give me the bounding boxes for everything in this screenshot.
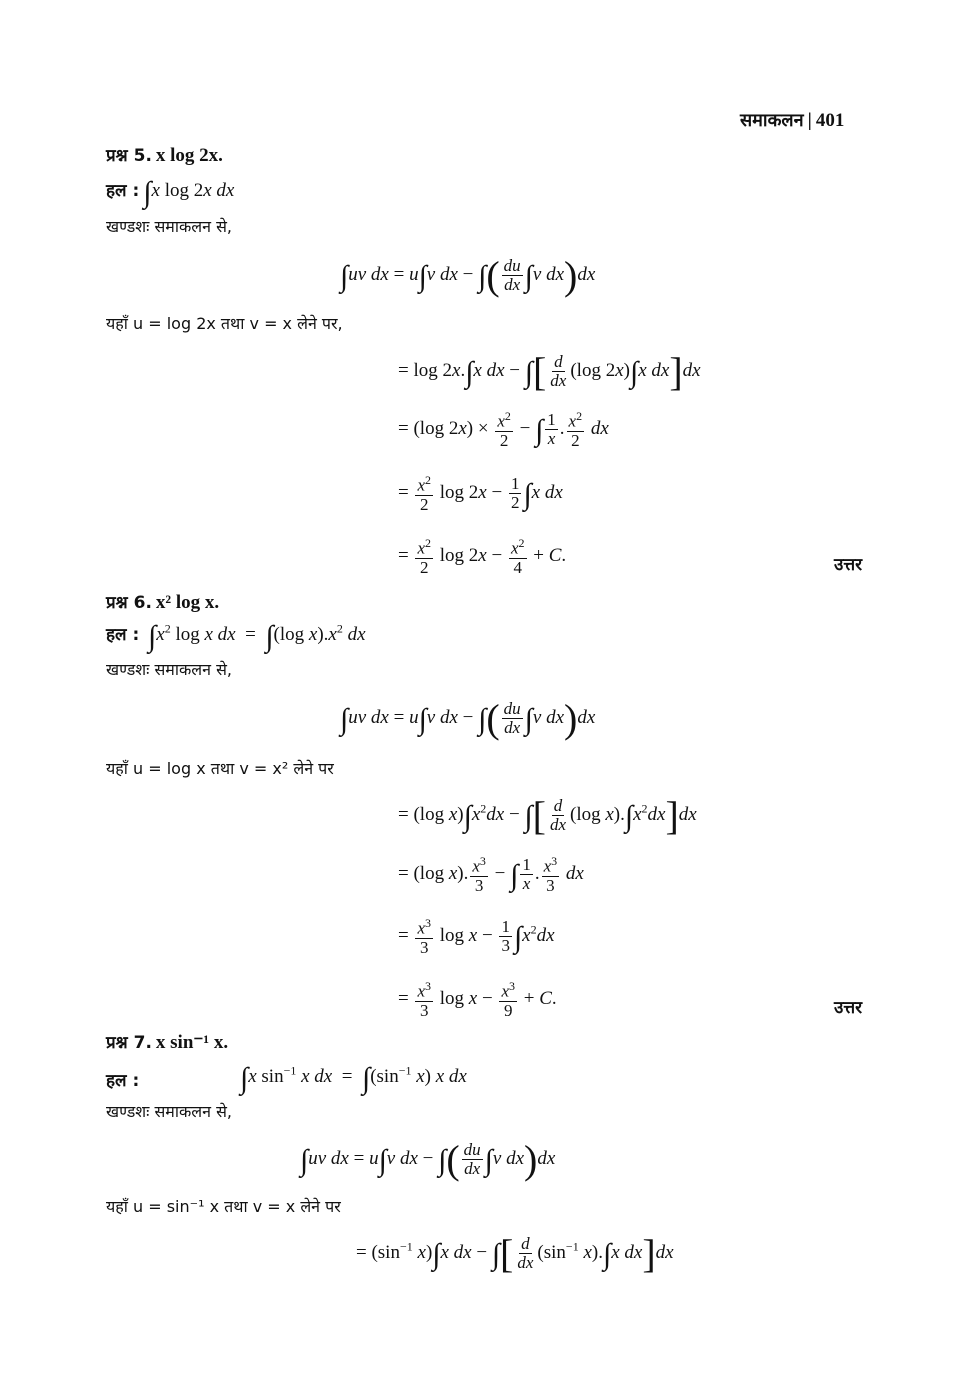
question-5-heading bbox=[106, 143, 223, 167]
solution-step: = (log $x)\int x^2dx$ − ∫[ $\frac{d}{dx}$ (log $x).\int x^2dx]dx$ bbox=[398, 793, 697, 838]
solution-step: = $\frac{x^3}{3}$ log x − $\frac{1}{3}$ $\int x^2dx$ bbox=[398, 916, 555, 957]
solution-step: = log 2x.∫x dx − ∫[ $\frac{d}{dx}$ (log 2x)∫x dx]dx bbox=[398, 349, 701, 394]
solution-step: = $\frac{x^2}{2}$ log 2x − $\frac{x^2}{4}$ + C. bbox=[398, 536, 567, 577]
solution-label: हल : bbox=[106, 625, 140, 645]
method-line: खण्डशः समाकलन से, bbox=[106, 660, 232, 679]
parts-formula: ∫uv dx = u∫v dx − ∫( $\frac{du}{dx}$ ∫v dx)dx bbox=[300, 1137, 556, 1182]
solution-label: हल : bbox=[106, 181, 140, 201]
method-line: खण्डशः समाकलन से, bbox=[106, 217, 232, 236]
chapter-title: समाकलन bbox=[740, 110, 804, 131]
answer-marker: उत्तर bbox=[834, 998, 863, 1018]
question-label: प्रश्न 6. bbox=[106, 593, 152, 613]
question-expression: x² log x. bbox=[155, 592, 220, 613]
solution-label: हल : bbox=[106, 1071, 140, 1091]
answer-marker: उत्तर bbox=[834, 555, 863, 575]
substitution-line: यहाँ u = log 2x तथा v = x लेने पर, bbox=[106, 314, 343, 333]
question-expression: x log 2x. bbox=[155, 145, 223, 166]
parts-formula: ∫uv dx = u∫v dx − ∫( $\frac{du}{dx}$ ∫v dx)dx bbox=[340, 696, 596, 741]
header-separator: | bbox=[807, 110, 812, 131]
solution-step: = (log x). $\frac{x^3}{3}$ − ∫ $\frac{1}{x}$ . $\frac{x^3}{3}$ dx bbox=[398, 854, 584, 895]
integral-expression: $\int x^2$ log x dx = ∫(log $x).x^2$ dx bbox=[148, 620, 366, 653]
solution-step: = (log 2x) × $\frac{x^2}{2}$ − ∫ $\frac{1}{x}$ . $\frac{x^2}{2}$ dx bbox=[398, 409, 609, 450]
integral-expression: ∫x log 2x dx bbox=[143, 176, 235, 209]
method-line: खण्डशः समाकलन से, bbox=[106, 1102, 232, 1121]
solution-step: = $\frac{x^2}{2}$ log 2x − $\frac{1}{2}$ ∫x dx bbox=[398, 473, 563, 514]
substitution-line: यहाँ u = sin⁻¹ x तथा v = x लेने पर bbox=[106, 1197, 341, 1216]
q6-solution-line bbox=[106, 620, 366, 654]
question-label: प्रश्न 5. bbox=[106, 146, 152, 166]
question-6-heading bbox=[106, 590, 219, 614]
question-label: प्रश्न 7. bbox=[106, 1033, 152, 1053]
running-header bbox=[740, 108, 844, 132]
parts-formula: ∫uv dx = u∫v dx − ∫( $\frac{du}{dx}$ ∫v dx)dx bbox=[340, 253, 596, 298]
q5-solution-line bbox=[106, 176, 234, 210]
solution-step: = ($\sin^{-1}$ x)∫x dx − ∫[ $\frac{d}{dx}$ ($\sin^{-1}$ x).∫x dx]dx bbox=[356, 1231, 674, 1276]
solution-step: = $\frac{x^3}{3}$ log x − $\frac{x^3}{9}$ + C. bbox=[398, 979, 557, 1020]
question-7-heading bbox=[106, 1030, 228, 1054]
integral-expression: ∫x $\sin^{-1} x$ dx = $\int(\sin^{-1}$ x) x dx bbox=[240, 1062, 467, 1095]
substitution-line: यहाँ u = log x तथा v = x² लेने पर bbox=[106, 759, 334, 778]
question-expression: x sin⁻¹ x. bbox=[155, 1032, 229, 1053]
page-number: 401 bbox=[815, 110, 845, 131]
